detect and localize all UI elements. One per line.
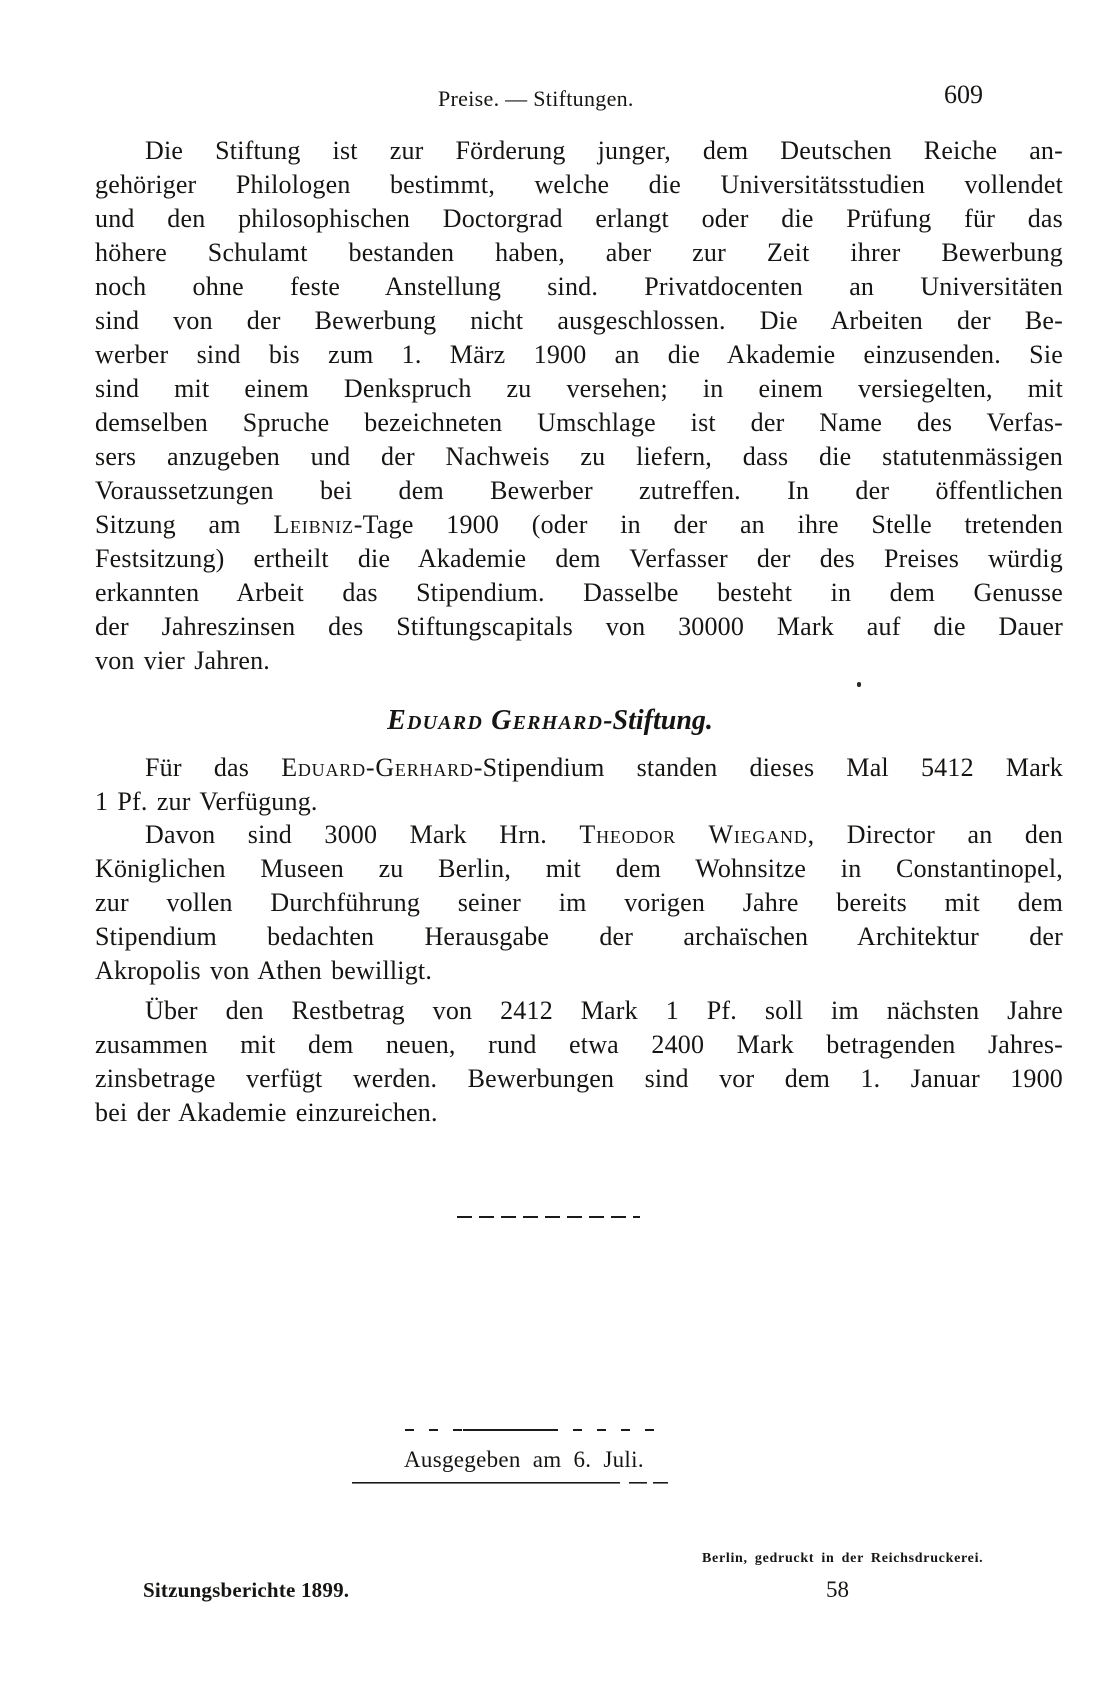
paragraph-stiftung-conditions [95, 134, 1063, 678]
text-line: sers anzugeben und der Nachweis zu liefern, dass die statutenmässigen [95, 442, 1063, 471]
text-line: zur vollen Durchführung seiner im vorigen Jahre bereits mit dem [95, 888, 1063, 917]
text-line: Akropolis von Athen bewilligt. [95, 956, 433, 985]
ink-dot-artifact [857, 682, 861, 687]
printer-note: Berlin, gedruckt in der Reichsdruckerei. [702, 1551, 984, 1566]
paragraph-stipendium-amount [95, 751, 1063, 819]
text-line: Davon sind 3000 Mark Hrn. Theodor Wiegand, Director an den [145, 820, 1064, 849]
text-line: und den philosophischen Doctorgrad erlangt oder die Prüfung für das [95, 204, 1063, 233]
text-line: von vier Jahren. [95, 646, 270, 675]
text-line: Festsitzung) ertheilt die Akademie dem Verfasser der des Preises würdig [95, 544, 1063, 573]
paragraph-wiegand-grant [95, 818, 1063, 988]
running-title: Preise. — Stiftungen. [438, 86, 634, 111]
divider-above-issue-note [405, 1429, 655, 1431]
text-line: 1 Pf. zur Verfügung. [95, 787, 318, 816]
section-heading-name: Eduard Gerhard [387, 705, 604, 736]
paragraph-restbetrag [95, 994, 1063, 1130]
text-line: höhere Schulamt bestanden haben, aber zur Zeit ihrer Bewerbung [95, 238, 1063, 267]
text-line: erkannten Arbeit das Stipendium. Dasselbe besteht in dem Genusse [95, 578, 1063, 607]
text-line: noch ohne feste Anstellung sind. Privatdocenten an Universitäten [95, 272, 1063, 301]
text-line: Stipendium bedachten Herausgabe der archaïschen Architektur der [95, 922, 1063, 951]
text-line: demselben Spruche bezeichneten Umschlage ist der Name des Verfas- [95, 408, 1063, 437]
text-line: zusammen mit dem neuen, rund etwa 2400 Mark betragenden Jahres- [95, 1030, 1063, 1059]
text-line: Für das Eduard-Gerhard-Stipendium standen dieses Mal 5412 Mark [145, 753, 1063, 782]
text-line: Königlichen Museen zu Berlin, mit dem Wohnsitze in Constantinopel, [95, 854, 1063, 883]
text-line: bei der Akademie einzureichen. [95, 1098, 438, 1127]
text-line: sind mit einem Denkspruch zu versehen; in einem versiegelten, mit [95, 374, 1063, 403]
text-line: gehöriger Philologen bestimmt, welche die Universitätsstudien vollendet [95, 170, 1063, 199]
text-line: zinsbetrage verfügt werden. Bewerbungen sind vor dem 1. Januar 1900 [95, 1064, 1063, 1093]
text-line: Die Stiftung ist zur Förderung junger, dem Deutschen Reiche an- [145, 136, 1063, 165]
divider-short-dashed [457, 1216, 640, 1218]
section-heading-eduard-gerhard-stiftung [95, 704, 1063, 738]
text-line: werber sind bis zum 1. März 1900 an die Akademie einzusenden. Sie [95, 340, 1063, 369]
text-line: der Jahreszinsen des Stiftungscapitals von 30000 Mark auf die Dauer [95, 612, 1063, 641]
divider-below-issue-note [352, 1482, 668, 1484]
volume-label: Sitzungsberichte 1899. [143, 1578, 350, 1602]
text-line: Über den Restbetrag von 2412 Mark 1 Pf. soll im nächsten Jahre [145, 996, 1063, 1025]
page-number: 609 [944, 80, 983, 109]
text-line: Sitzung am Leibniz-Tage 1900 (oder in der an ihre Stelle tretenden [95, 510, 1063, 539]
section-heading-suffix: -Stiftung. [603, 705, 713, 736]
issue-note: Ausgegeben am 6. Juli. [404, 1447, 644, 1472]
text-line: sind von der Bewerbung nicht ausgeschlossen. Die Arbeiten der Be- [95, 306, 1063, 335]
sheet-number: 58 [826, 1577, 849, 1602]
text-line: Voraussetzungen bei dem Bewerber zutreffen. In der öffentlichen [95, 476, 1063, 505]
